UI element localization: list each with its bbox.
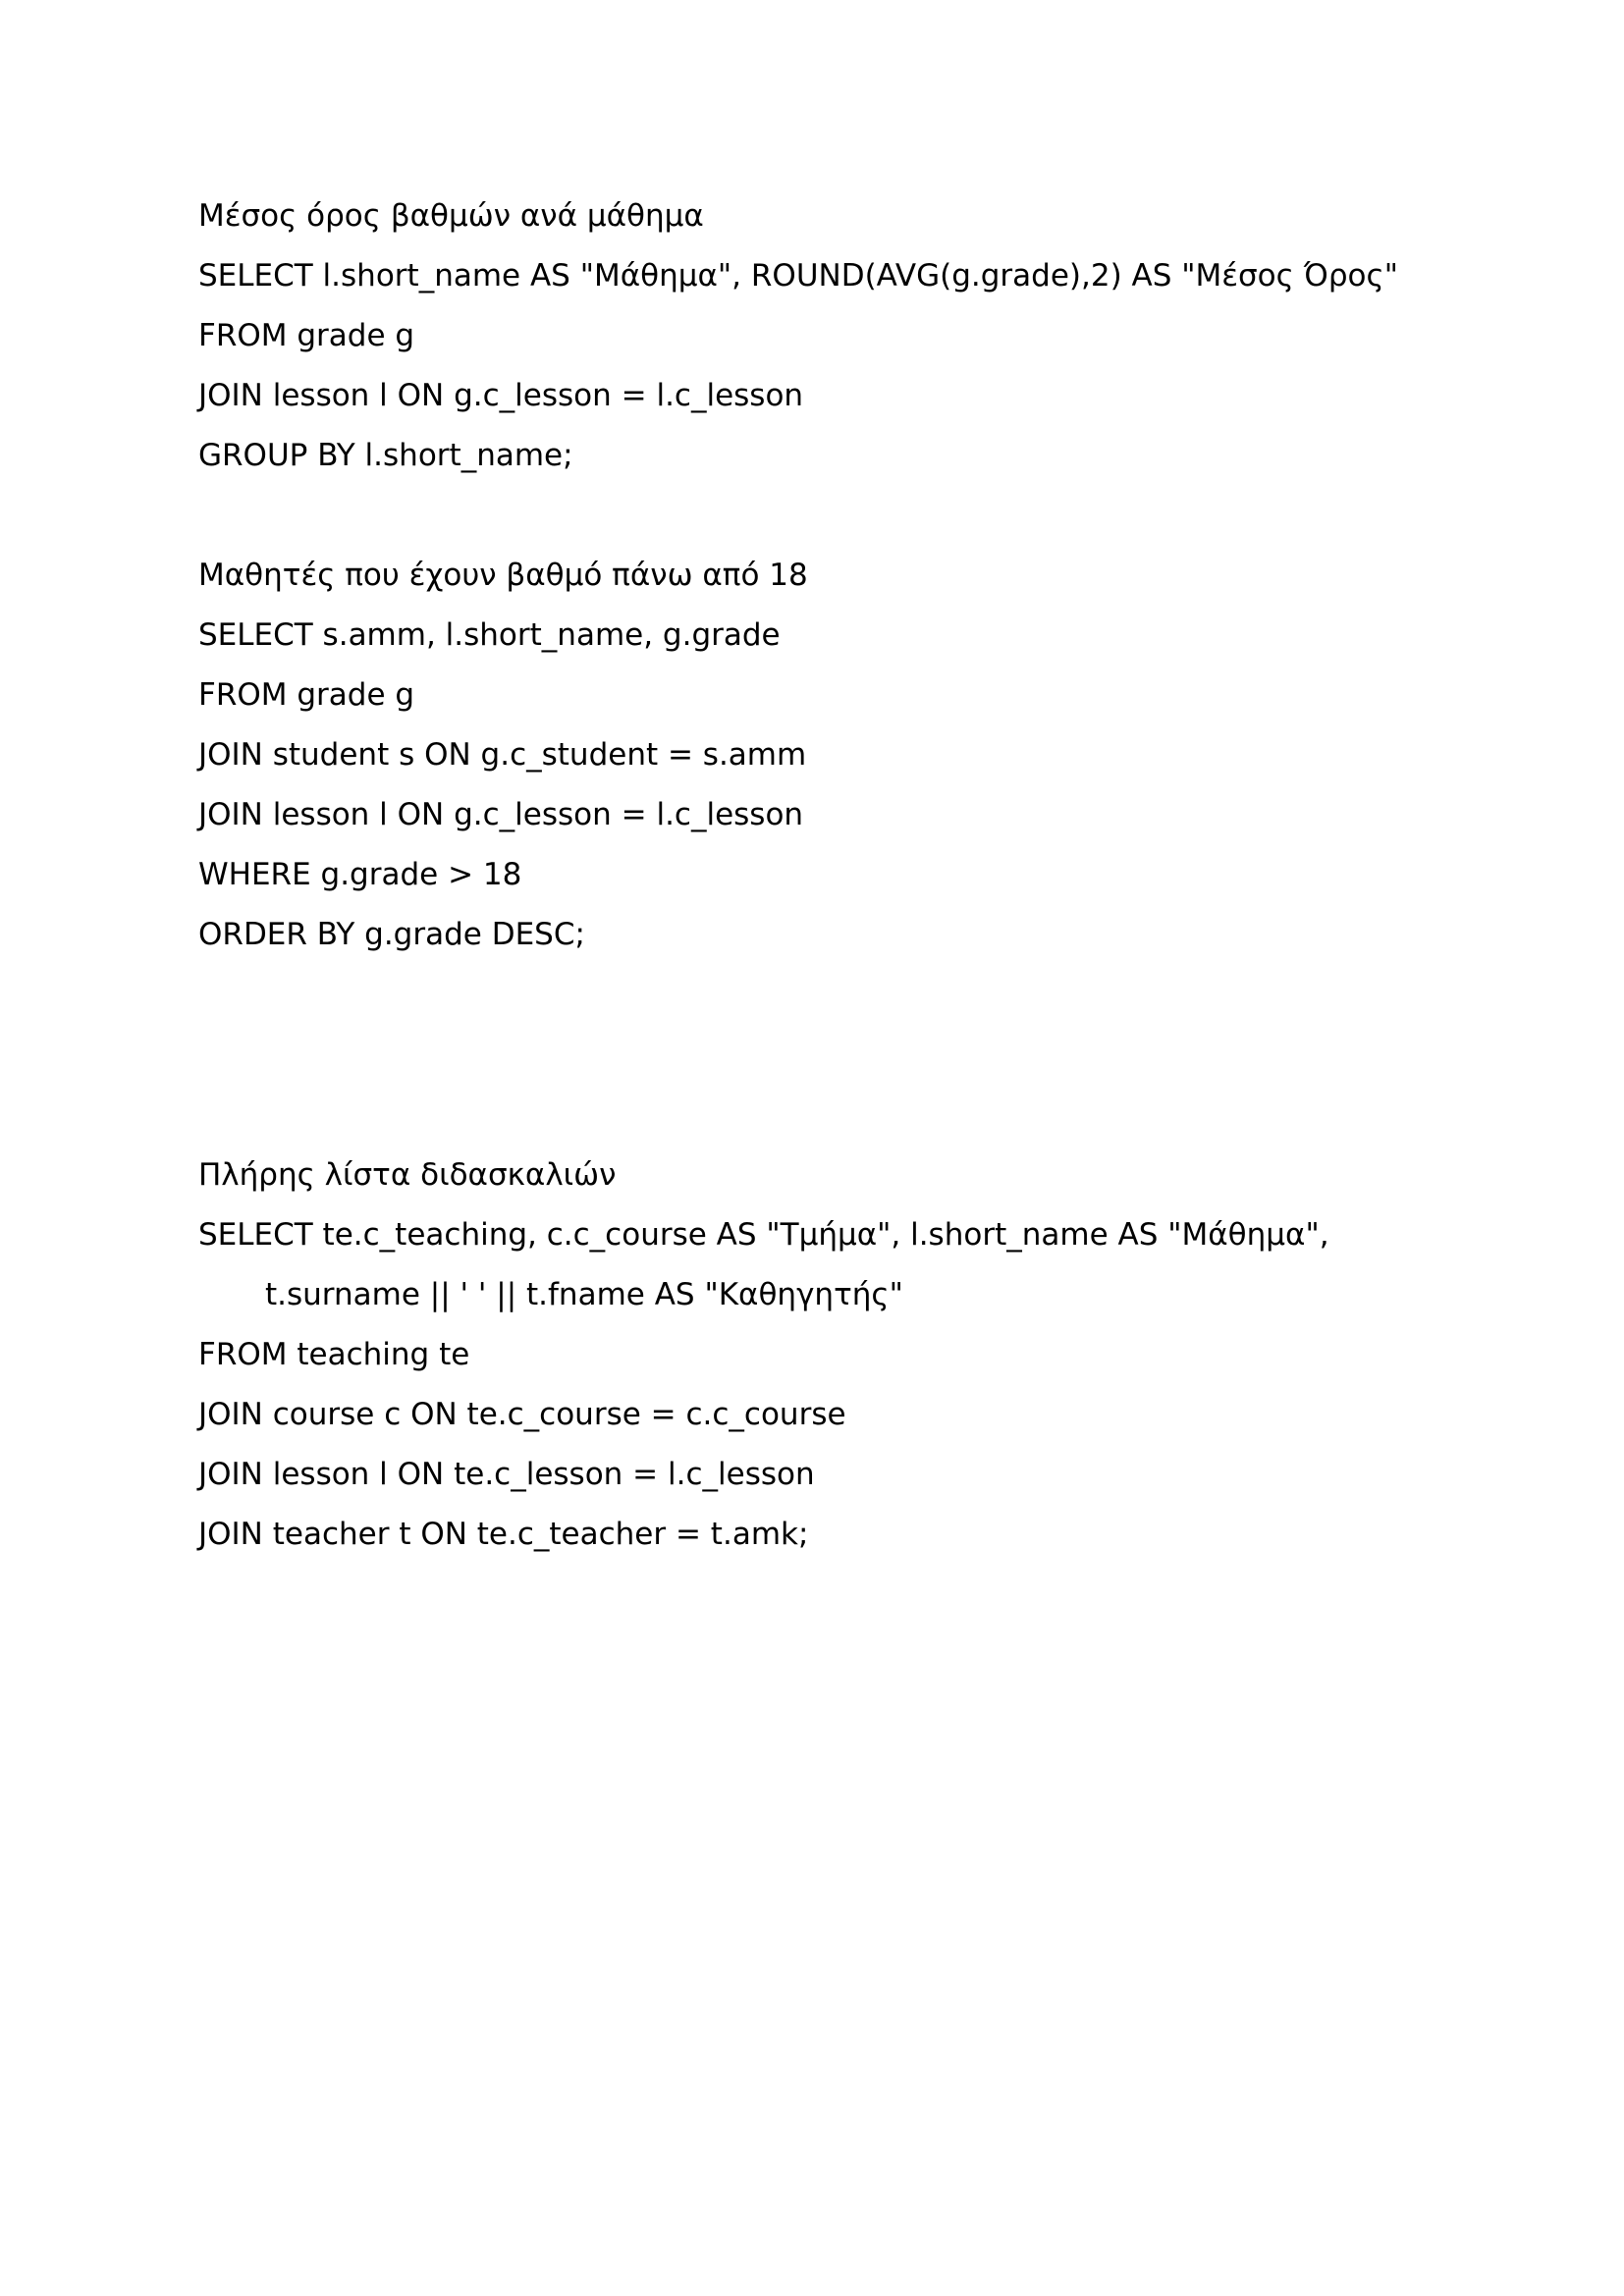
sql-line: SELECT l.short_name AS "Μάθημα", ROUND(AVG(g.grade),2) AS "Μέσος Όρος": [198, 258, 1398, 294]
query-section-students-above-18: [198, 546, 1475, 965]
sql-line: JOIN teacher t ON te.c_teacher = t.amk;: [198, 1517, 809, 1552]
sql-line: WHERE g.grade > 18: [198, 857, 522, 892]
sql-line: FROM teaching te: [198, 1337, 470, 1372]
sql-line-indented: t.surname || ' ' || t.fname AS "Καθηγητής": [265, 1277, 903, 1312]
sql-line: GROUP BY l.short_name;: [198, 438, 573, 473]
section-heading: Μέσος όρος βαθμών ανά μάθημα: [198, 198, 704, 234]
sql-line: SELECT te.c_teaching, c.c_course AS "Τμήμα", l.short_name AS "Μάθημα",: [198, 1217, 1329, 1253]
sql-line: JOIN lesson l ON te.c_lesson = l.c_lesson: [198, 1457, 815, 1492]
sql-line: SELECT s.amm, l.short_name, g.grade: [198, 617, 781, 653]
section-heading: Μαθητές που έχουν βαθμό πάνω από 18: [198, 558, 808, 593]
section-heading: Πλήρης λίστα διδασκαλιών: [198, 1157, 617, 1193]
query-section-average-grade: [198, 187, 1475, 486]
sql-line: JOIN lesson l ON g.c_lesson = l.c_lesson: [198, 797, 804, 832]
sql-line: FROM grade g: [198, 318, 415, 353]
sql-line: FROM grade g: [198, 677, 415, 713]
sql-line: JOIN student s ON g.c_student = s.amm: [198, 737, 807, 773]
query-section-teaching-list: [198, 1146, 1475, 1565]
sql-line: JOIN lesson l ON g.c_lesson = l.c_lesson: [198, 378, 804, 413]
sql-line: ORDER BY g.grade DESC;: [198, 917, 585, 952]
sql-line: JOIN course c ON te.c_course = c.c_course: [198, 1397, 846, 1432]
